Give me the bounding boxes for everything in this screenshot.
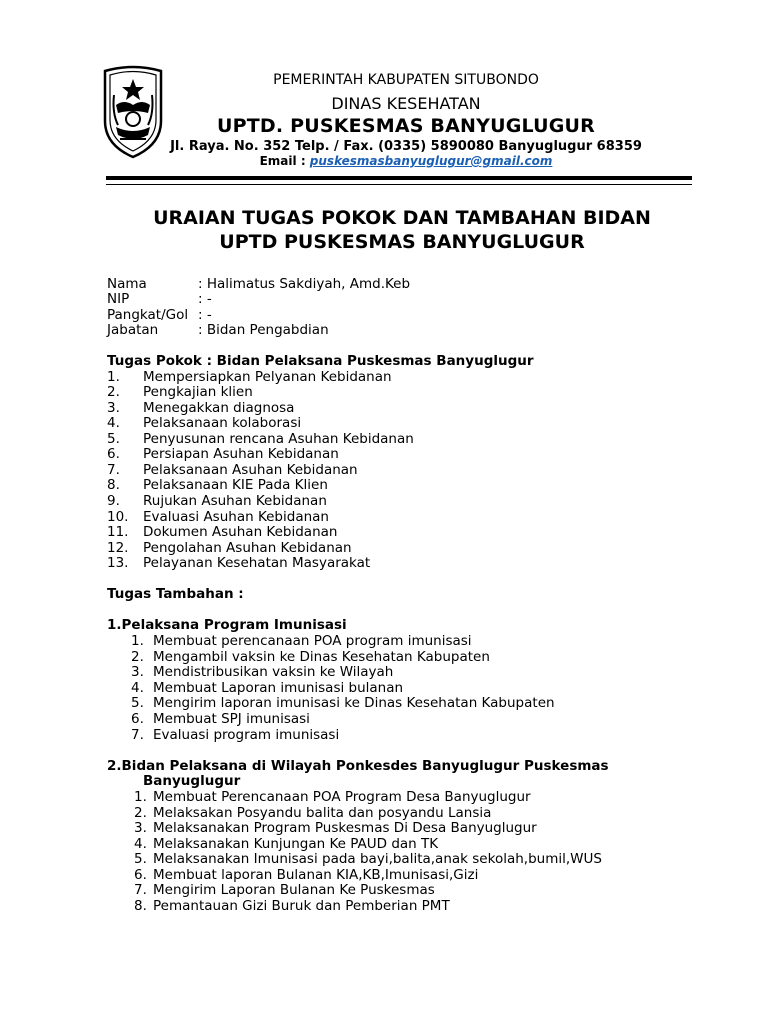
list-item-number: 5. — [131, 695, 144, 711]
document-title-line2: UPTD PUSKESMAS BANYUGLUGUR — [219, 231, 585, 253]
list-item: Menegakkan diagnosa — [143, 400, 295, 416]
letterhead-institution: UPTD. PUSKESMAS BANYUGLUGUR — [216, 115, 596, 137]
additional-duties-heading: Tugas Tambahan : — [107, 586, 244, 602]
list-item: Membuat SPJ imunisasi — [153, 711, 310, 727]
list-item-number: 12. — [107, 540, 129, 556]
email-link[interactable]: puskesmasbanyuglugur@gmail.com — [309, 154, 553, 168]
main-duties-heading: Tugas Pokok : Bidan Pelaksana Puskesmas Banyuglugur — [107, 353, 534, 369]
list-item-number: 1. — [131, 633, 144, 649]
letterhead-government: PEMERINTAH KABUPATEN SITUBONDO — [273, 72, 539, 88]
list-item: Membuat perencanaan POA program imunisasi — [153, 633, 472, 649]
immunization-section-heading: 1.Pelaksana Program Imunisasi — [107, 617, 347, 633]
identity-value: : - — [198, 307, 212, 323]
list-item: Evaluasi program imunisasi — [153, 727, 340, 743]
letterhead-divider-thick — [106, 176, 692, 180]
identity-value: : - — [198, 291, 212, 307]
ponkesdes-section-heading: 2.Bidan Pelaksana di Wilayah Ponkesdes Banyuglugur Puskesmas — [107, 758, 609, 774]
list-item-number: 4. — [131, 680, 144, 696]
list-item: Mengambil vaksin ke Dinas Kesehatan Kabupaten — [153, 649, 490, 665]
list-item: Membuat laporan Bulanan KIA,KB,Imunisasi,Gizi — [153, 867, 479, 883]
list-item-number: 7. — [131, 727, 144, 743]
identity-value: : Halimatus Sakdiyah, Amd.Keb — [198, 276, 411, 292]
list-item-number: 1. — [107, 369, 120, 385]
list-item: Pelayanan Kesehatan Masyarakat — [143, 555, 371, 571]
list-item: Dokumen Asuhan Kebidanan — [143, 524, 338, 540]
list-item: Pelaksanaan KIE Pada Klien — [143, 477, 328, 493]
list-item-number: 10. — [107, 509, 129, 525]
list-item-number: 7. — [134, 882, 147, 898]
identity-label: Jabatan — [107, 322, 159, 338]
identity-label: Nama — [107, 276, 147, 292]
list-item: Mengirim Laporan Bulanan Ke Puskesmas — [153, 882, 435, 898]
list-item: Mempersiapkan Pelyanan Kebidanan — [143, 369, 392, 385]
letterhead-address: Jl. Raya. No. 352 Telp. / Fax. (0335) 5890080 Banyuglugur 68359 — [170, 139, 642, 154]
list-item: Pelaksanaan Asuhan Kebidanan — [143, 462, 358, 478]
identity-label: Pangkat/Gol — [107, 307, 189, 323]
list-item-number: 5. — [107, 431, 120, 447]
list-item-number: 2. — [134, 805, 147, 821]
identity-label: NIP — [107, 291, 130, 307]
letterhead-email-row — [150, 154, 662, 168]
list-item: Penyusunan rencana Asuhan Kebidanan — [143, 431, 414, 447]
list-item-number: 6. — [134, 867, 147, 883]
list-item: Melaksanakan Program Puskesmas Di Desa Banyuglugur — [153, 820, 537, 836]
list-item-number: 3. — [131, 664, 144, 680]
list-item-number: 8. — [107, 477, 120, 493]
list-item: Pelaksanaan kolaborasi — [143, 415, 302, 431]
list-item: Mendistribusikan vaksin ke Wilayah — [153, 664, 394, 680]
list-item: Membuat Perencanaan POA Program Desa Banyuglugur — [153, 789, 531, 805]
list-item-number: 2. — [107, 384, 120, 400]
list-item-number: 11. — [107, 524, 129, 540]
list-item-number: 4. — [134, 836, 147, 852]
list-item-number: 5. — [134, 851, 147, 867]
letterhead-divider-thin — [106, 184, 692, 185]
email-label: Email : — [259, 154, 310, 168]
list-item: Evaluasi Asuhan Kebidanan — [143, 509, 329, 525]
identity-value: : Bidan Pengabdian — [198, 322, 329, 338]
letterhead-department: DINAS KESEHATAN — [331, 94, 481, 113]
list-item-number: 8. — [134, 898, 147, 914]
list-item-number: 7. — [107, 462, 120, 478]
list-item-number: 2. — [131, 649, 144, 665]
document-title-line1: URAIAN TUGAS POKOK DAN TAMBAHAN BIDAN — [153, 207, 651, 229]
ponkesdes-section-heading-cont: Banyuglugur — [143, 773, 241, 789]
list-item-number: 6. — [107, 446, 120, 462]
list-item: Pengkajian klien — [143, 384, 253, 400]
list-item: Persiapan Asuhan Kebidanan — [143, 446, 339, 462]
list-item-number: 3. — [134, 820, 147, 836]
list-item-number: 3. — [107, 400, 120, 416]
list-item-number: 1. — [134, 789, 147, 805]
list-item: Rujukan Asuhan Kebidanan — [143, 493, 327, 509]
list-item-number: 4. — [107, 415, 120, 431]
list-item: Melaksanakan Kunjungan Ke PAUD dan TK — [153, 836, 439, 852]
list-item-number: 6. — [131, 711, 144, 727]
list-item: Melaksakan Posyandu balita dan posyandu Lansia — [153, 805, 492, 821]
list-item-number: 9. — [107, 493, 120, 509]
list-item: Membuat Laporan imunisasi bulanan — [153, 680, 404, 696]
list-item-number: 13. — [107, 555, 129, 571]
list-item: Melaksanakan Imunisasi pada bayi,balita,anak sekolah,bumil,WUS — [153, 851, 602, 867]
list-item: Mengirim laporan imunisasi ke Dinas Kesehatan Kabupaten — [153, 695, 555, 711]
list-item: Pemantauan Gizi Buruk dan Pemberian PMT — [153, 898, 450, 914]
list-item: Pengolahan Asuhan Kebidanan — [143, 540, 352, 556]
